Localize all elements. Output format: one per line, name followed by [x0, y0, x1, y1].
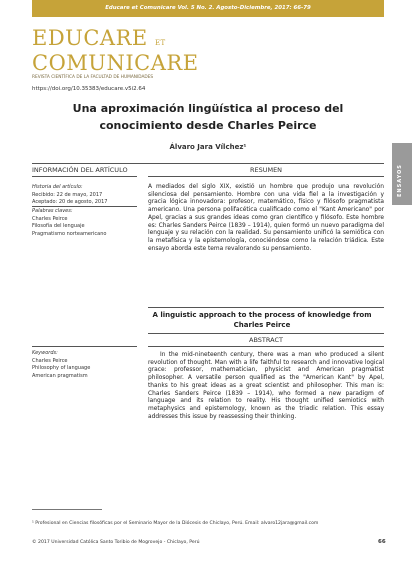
divider: [32, 346, 137, 347]
section-tab: [392, 143, 412, 205]
copyright-footer: © 2017 Universidad Católica Santo Toribio de Mogrovejo - Chiclayo, Perú: [32, 540, 200, 545]
section-tab-label: ENSAYOS: [397, 164, 403, 197]
journal-header-bar: [32, 0, 384, 17]
footnote: ¹ Profesional en Ciencias filosóficas por el Seminario Mayor de la Diócesis de Chiclayo, Perú. Email: alvaro12jara@gmail.com: [32, 521, 319, 526]
divider: [148, 307, 384, 308]
divider: [32, 176, 137, 177]
abstract-text: In the mid-nineteenth century, there was a man who produced a silent revolution of thought. Man with a life faithful to research and innovative logical grace: professor, mathematician, physicist and American pragmatist philosopher. A versatile person qualified as the "American Kant" by Apel, thanks to his great ideas as a great scientist and philosopher. This man is: Charles Sanders Peirce (1839 – 1914), who formed a new paradigm of language and its relation to reality. His thought unified semiotics with metaphysics and epistemology, known as the triadic relation. This essay addresses this issue by reassessing their thinking.: [148, 352, 384, 420]
accepted-date: Aceptado: 20 de agosto, 2017: [32, 199, 108, 205]
page-number: 66: [378, 539, 386, 545]
logo-word-educare: EDUCARE: [32, 26, 148, 50]
divider: [32, 163, 384, 164]
keywords-label: Palabras claves:: [32, 208, 73, 214]
divider: [148, 333, 384, 334]
english-title: A linguistic approach to the process of knowledge from Charles Peirce: [152, 311, 372, 329]
article-history: [32, 184, 137, 207]
divider: [148, 176, 384, 177]
article-title: Una aproximación lingüística al proceso del conocimiento desde Charles Peirce: [72, 102, 344, 132]
logo-tagline: REVISTA CIENTÍFICA DE LA FACULTAD DE HUMANIDADES: [32, 75, 154, 80]
keywords-label: Keywords:: [32, 350, 58, 356]
article-author: Álvaro Jara Vílchez¹: [169, 143, 247, 151]
divider: [148, 346, 384, 347]
keyword-item: Filosofía del lenguaje: [32, 223, 85, 229]
logo-word-et: ET: [154, 39, 166, 47]
english-keywords: [32, 350, 137, 380]
logo-word-comunicare: COMUNICARE: [32, 51, 199, 75]
divider: [32, 206, 137, 207]
doi-link[interactable]: https://doi.org/10.35383/educare.v5i2.64: [32, 86, 146, 92]
journal-logo: [32, 28, 232, 90]
journal-line: Educare et Comunicare Vol. 5 No. 2. Agosto-Diciembre, 2017: 66-79: [105, 5, 311, 11]
spanish-keywords: [32, 208, 137, 238]
info-heading: INFORMACIÓN DEL ARTÍCULO: [32, 166, 128, 174]
history-label: Historia del artículo:: [32, 184, 83, 190]
resumen-text: A mediados del siglo XIX, existió un hombre que produjo una revolución silenciosa del pensamiento. Hombre con una vida fiel a la investigación y gracia lógica innovadora: profesor, matemático, físico y filósofo pragmatista americano. Una persona polifacética cualificado como el "Kant Americano" por Apel, gracias a sus grandes ideas como gran científico y filósofo. Este hombre es: Charles Sanders Peirce (1839 – 1914), quien formó un nuevo paradigma del lenguaje y su relación con la realidad. Su pensamiento unificó la semiótica con la metafísica y la epistemología, conociéndose como la relación triádica. Este ensayo aborda este tema revalorando su pensamiento.: [148, 184, 384, 252]
footnote-rule: [32, 509, 102, 510]
keyword-item: Pragmatismo norteamericano: [32, 230, 107, 237]
received-date: Recibido: 22 de mayo, 2017: [32, 191, 103, 198]
abstract-heading: ABSTRACT: [249, 336, 283, 344]
keyword-item: Charles Peirce: [32, 357, 68, 364]
resumen-heading: RESUMEN: [249, 166, 283, 174]
keyword-item: Charles Peirce: [32, 215, 68, 222]
keyword-item: Philosophy of language: [32, 365, 91, 371]
keyword-item: American pragmatism: [32, 372, 88, 379]
